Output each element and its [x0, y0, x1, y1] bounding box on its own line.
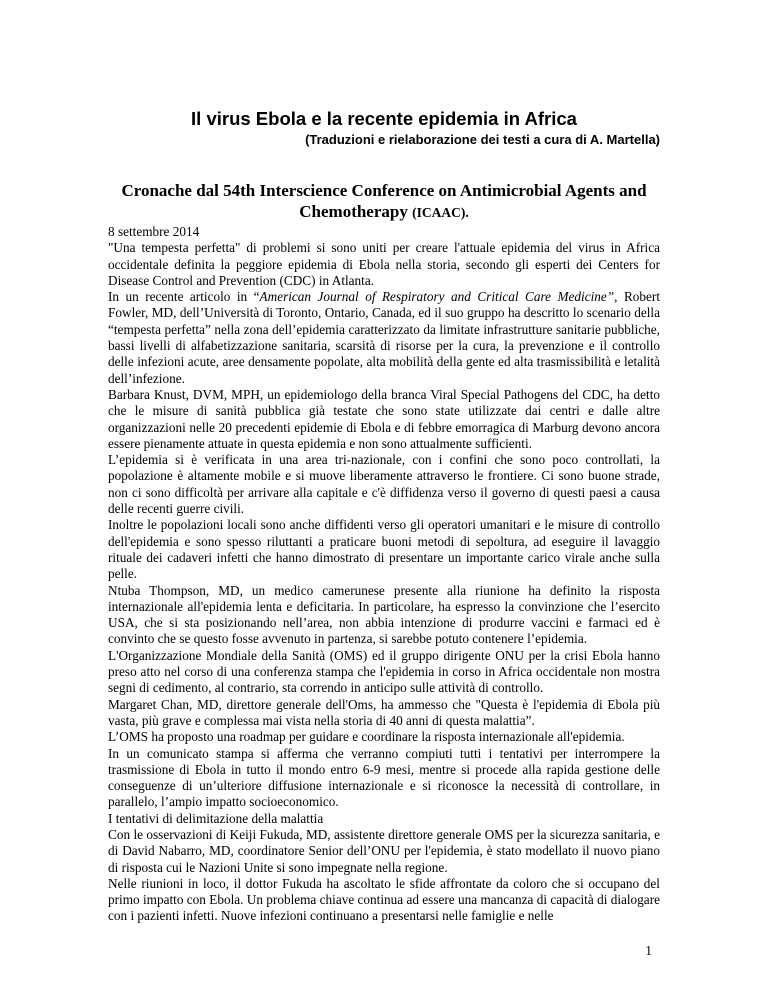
paragraph-12: Con le osservazioni di Keiji Fukuda, MD, assistente direttore generale OMS per la sicurezza sanitaria, e di David Nabarro, MD, coordinatore Senior dell’ONU per l'epidemia, è stato modellato il nuovo piano di risposta cui le Nazioni Unite si sono impegnate nella regione. [108, 826, 660, 875]
journal-title: American Journal of Respiratory and Critical Care Medicine” [259, 289, 615, 305]
paragraph-10: In un comunicato stampa si afferma che verranno compiuti tutti i tentativi per interrompere la trasmissione di Ebola in tutto il mondo entro 6-9 mesi, mentre si procede alla rapida gestione delle conseguenze di un’ulteriore diffusione internazionale e si riconosce la necessità di controllare, in parallelo, l’ampio impatto socioeconomico. [108, 745, 660, 810]
page-number: 1 [645, 943, 652, 958]
paragraph-5: Inoltre le popolazioni locali sono anche diffidenti verso gli operatori umanitari e le misure di controllo dell'epidemia e sono spesso riluttanti a praticare buoni metodi di sepoltura, ad eseguire il lavaggio rituale dei cadaveri infetti che hanno dimostrato di presentare un importante carico virale anche sulla pelle. [108, 517, 660, 582]
article-body [108, 224, 660, 925]
paragraph-2-rest: , Robert Fowler, MD, dell’Università di Toronto, Ontario, Canada, ed il suo gruppo ha descritto lo scenario della “tempesta perfetta” nella zona dell’epidemia caratterizzato da limitate infrastrutture sanitarie pubbliche, bassi livelli di alfabetizzazione sanitaria, scarsità di risorse per la cura, la prevenzione e il controllo delle infezioni acute, aree densamente popolate, alta mobilità della gente ed alta trasmissibilità e letalità dell’infezione. [108, 289, 661, 386]
paragraph-2 [108, 289, 660, 387]
subsection-title: I tentativi di delimitazione della malattia [108, 810, 324, 826]
paragraph-1: "Una tempesta perfetta" di problemi si sono uniti per creare l'attuale epidemia del virus in Africa occidentale definita la peggiore epidemia di Ebola nella storia, secondo gli esperti dei Centers for Disease Control and Prevention (CDC) in Atlanta. [108, 240, 660, 288]
paragraph-8: Margaret Chan, MD, direttore generale dell'Oms, ha ammesso che "Questa è l'epidemia di Ebola più vasta, più grave e complessa mai vista nella storia di 40 anni di questa malattia”. [108, 696, 660, 728]
section-heading-main: Cronache dal 54th Interscience Conference on Antimicrobial Agents and Chemotherapy [121, 181, 647, 221]
article-date: 8 settembre 2014 [108, 224, 200, 239]
section-heading [112, 180, 656, 223]
paragraph-6: Ntuba Thompson, MD, un medico camerunese presente alla riunione ha definito la risposta internazionale all'epidemia lenta e deficitaria. In particolare, ha espresso la convinzione che l’esercito USA, che si sta posizionando nell’area, non abbia intenzione di produrre vaccini e farmaci ed è convinto che se questo fosse avvenuto in partenza, si sarebbe potuto contenere l’epidemia. [108, 582, 660, 647]
document-title: Il virus Ebola e la recente epidemia in Africa [191, 108, 577, 129]
paragraph-2-lead: In un recente articolo in “ [108, 289, 260, 305]
paragraph-4: L’epidemia si è verificata in una area tri-nazionale, con i confini che sono poco controllati, la popolazione è altamente mobile e si muove liberamente attraverso le frontiere. Ci sono buone strade, non ci sono difficoltà per arrivare alla capitale e c'è diffidenza verso il governo di questi paesi a causa delle recenti guerre civili. [108, 452, 660, 517]
paragraph-7: L'Organizzazione Mondiale della Sanità (OMS) ed il gruppo dirigente ONU per la crisi Ebola hanno preso atto nel corso di una conferenza stampa che l'epidemia in corso in Africa occidentale non mostra segni di cedimento, al contrario, sta correndo in anticipo sulle attività di controllo. [108, 647, 660, 696]
paragraph-13: Nelle riunioni in loco, il dottor Fukuda ha ascoltato le sfide affrontate da coloro che si occupano del primo impatto con Ebola. Un problema chiave continua ad essere una mancanza di capacità di dialogare con i pazienti infetti. Nuove infezioni continuano a presentarsi nelle famiglie e nelle [108, 875, 660, 924]
document-subtitle: (Traduzioni e rielaborazione dei testi a cura di A. Martella) [305, 132, 660, 147]
paragraph-3: Barbara Knust, DVM, MPH, un epidemiologo della branca Viral Special Pathogens del CDC, ha detto che le misure di sanità pubblica già testate che sono state utilizzate dai centri e dalle altre organizzazioni nelle 20 precedenti epidemie di Ebola e di febbre emorragica di Marburg devono ancora essere pienamente attuate in questa epidemia e non sono attualmente sufficienti. [108, 386, 660, 451]
paragraph-9: L’OMS ha proposto una roadmap per guidare e coordinare la risposta internazionale all'epidemia. [108, 729, 625, 745]
section-heading-acronym: (ICAAC). [412, 205, 469, 220]
